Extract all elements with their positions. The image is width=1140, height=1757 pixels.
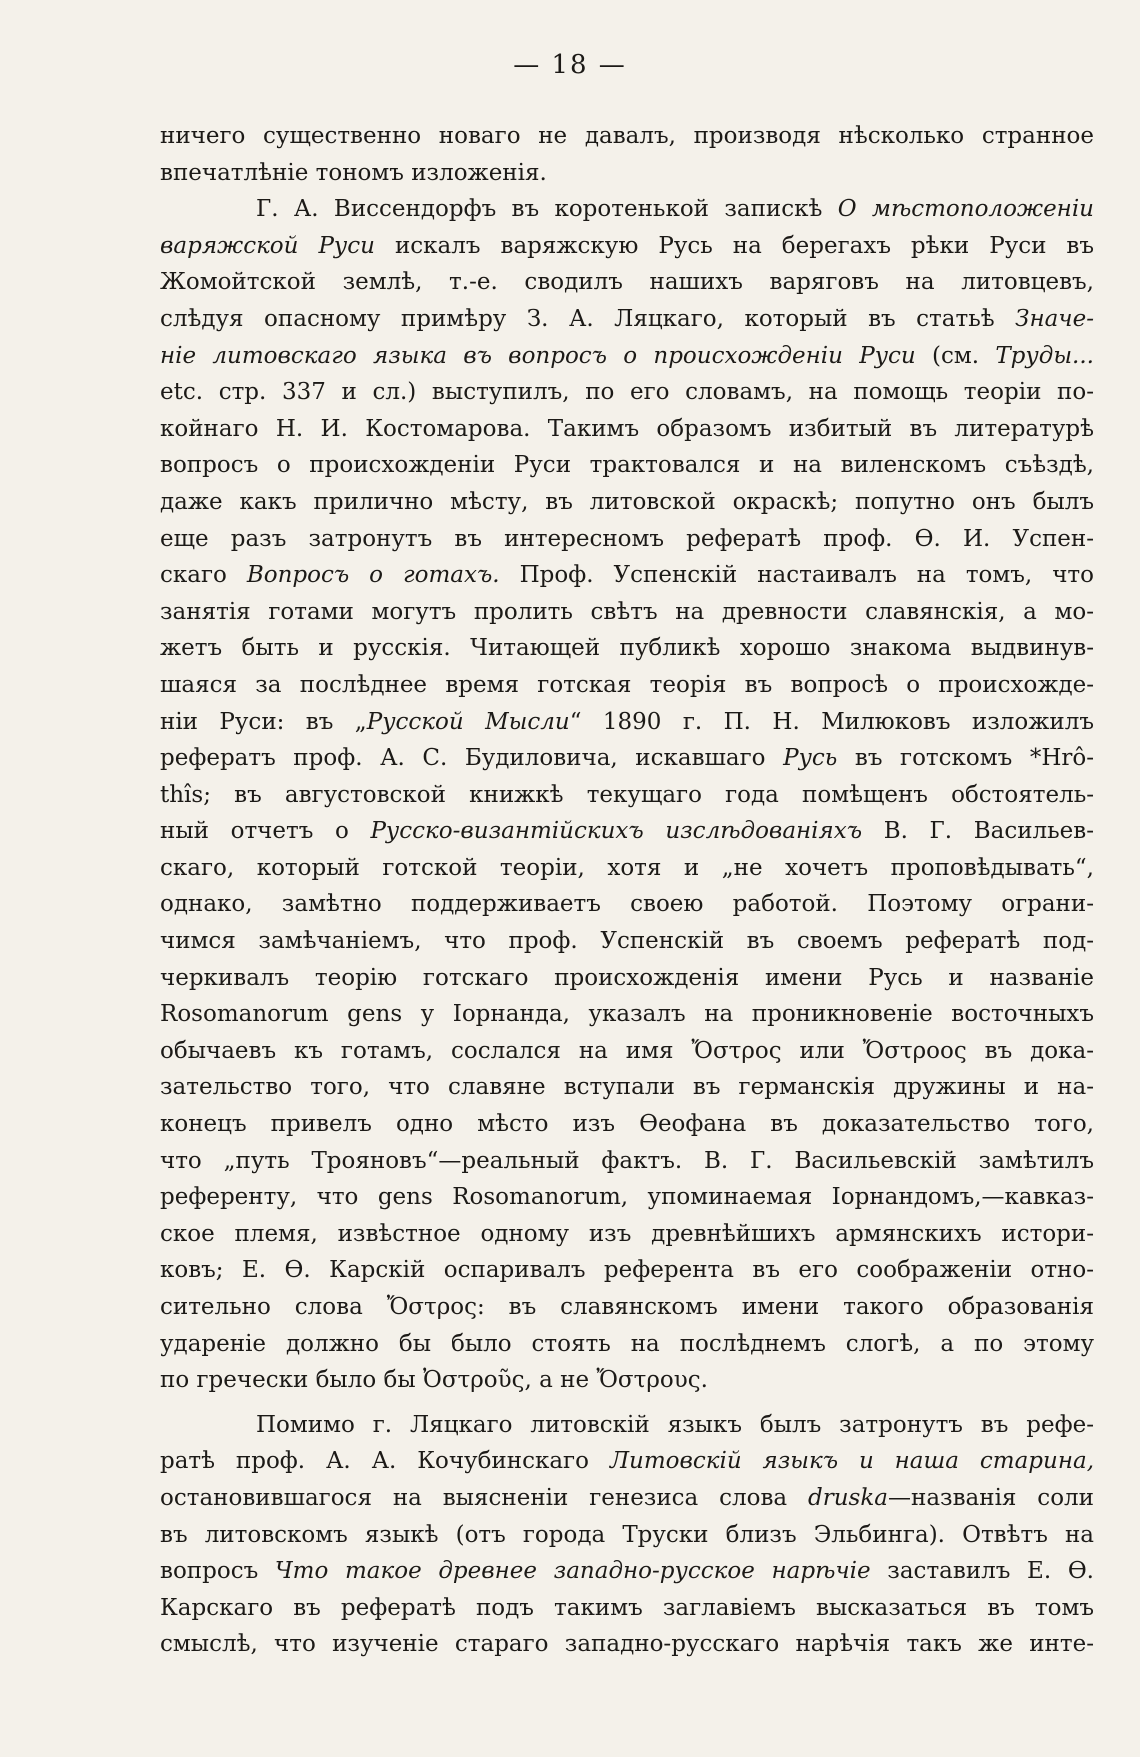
text-run: шаяся за послѣднее время готская теорія въ вопросѣ о происхожде- <box>160 671 1094 698</box>
text-line <box>160 630 1094 667</box>
text-line <box>160 1590 1094 1627</box>
text-run: ніи Руси: въ „ <box>160 708 367 735</box>
text-line <box>160 960 1094 997</box>
text-line <box>160 1143 1094 1180</box>
text-run: еще разъ затронутъ въ интересномъ рефератѣ проф. Ѳ. И. Успен- <box>160 525 1094 552</box>
text-run: вопросъ <box>160 1558 275 1585</box>
italic-title-text: Русско-византійскихъ изслѣдованіяхъ <box>370 818 863 845</box>
text-run: В. Г. Васильев- <box>862 818 1094 845</box>
text-line <box>160 923 1094 960</box>
text-line <box>160 557 1094 594</box>
text-line <box>160 338 1094 375</box>
italic-title-text: Вопросъ о готахъ. <box>246 562 500 589</box>
italic-title-text: варяжской Руси <box>160 232 375 259</box>
text-line <box>160 1289 1094 1326</box>
text-run: ратѣ проф. А. А. Кочубинскаго <box>160 1448 610 1475</box>
text-run: койнаго Н. И. Костомарова. Такимъ образомъ избитый въ литературѣ <box>160 415 1094 442</box>
text-line <box>160 155 1094 192</box>
text-run: Rosomanorum gens у Іорнанда, указалъ на проникновеніе восточныхъ <box>160 1001 1094 1028</box>
text-run: скаго <box>160 562 247 589</box>
text-run: чимся замѣчаніемъ, что проф. Успенскій въ своемъ рефератѣ под- <box>160 928 1094 955</box>
text-line <box>160 411 1094 448</box>
text-run: скаго, который готской теоріи, хотя и „не хочетъ проповѣдывать“, <box>160 854 1094 881</box>
text-line <box>160 374 1094 411</box>
italic-title-text: О мѣстоположеніи <box>837 196 1094 223</box>
text-run: остановившагося на выясненіи генезиса слова <box>160 1484 809 1511</box>
text-run: зательство того, что славяне вступали въ германскія дружины и на- <box>160 1074 1094 1101</box>
text-run: вопросъ о происхожденіи Руси трактовался и на виленскомъ съѣздѣ, <box>160 452 1094 479</box>
text-line <box>160 1517 1094 1554</box>
text-run: заставилъ Е. Ѳ. <box>870 1558 1094 1585</box>
text-run: въ литовскомъ языкѣ (отъ города Труски близъ Эльбинга). Отвѣтъ на <box>160 1521 1094 1548</box>
text-line <box>160 886 1094 923</box>
body-text <box>160 118 1094 1663</box>
text-run: референту, что gens Rosomanorum, упоминаемая Іорнандомъ,—кавказ- <box>160 1184 1094 1211</box>
text-line <box>160 1033 1094 1070</box>
text-line <box>160 1216 1094 1253</box>
text-line <box>160 1443 1094 1480</box>
text-run: жетъ быть и русскія. Читающей публикѣ хорошо знакома выдвинув- <box>160 635 1094 662</box>
text-line <box>160 1069 1094 1106</box>
text-line <box>160 228 1094 265</box>
text-line <box>160 1179 1094 1216</box>
italic-title-text: Что такое древнее западно-русское нарѣчіе <box>274 1558 871 1585</box>
text-line <box>160 704 1094 741</box>
text-line <box>160 301 1094 338</box>
italic-title-text: Значе- <box>1015 305 1094 332</box>
text-run: ковъ; Е. Ѳ. Карскій оспаривалъ референта въ его соображеніи отно- <box>160 1257 1094 1284</box>
text-run: Помимо г. Ляцкаго литовскій языкъ былъ затронутъ въ рефе- <box>256 1411 1094 1438</box>
text-run: etc. стр. 337 и сл.) выступилъ, по его словамъ, на помощь теоріи по- <box>160 379 1094 406</box>
text-run: “ 1890 г. П. Н. Милюковъ изложилъ <box>569 708 1094 735</box>
text-line <box>160 1326 1094 1363</box>
text-run: ный отчетъ о <box>160 818 371 845</box>
text-run: рефератъ проф. А. С. Будиловича, искавшаго <box>160 745 784 772</box>
text-run: (см. <box>915 342 996 369</box>
text-run: даже какъ прилично мѣсту, въ литовской окраскѣ; попутно онъ былъ <box>160 488 1094 515</box>
text-line <box>160 1553 1094 1590</box>
text-line <box>160 777 1094 814</box>
text-run: сительно слова Ὄστρος: въ славянскомъ имени такого образованія <box>160 1294 1094 1320</box>
text-run: занятія готами могутъ пролить свѣтъ на древности славянскія, а мо- <box>160 598 1094 625</box>
text-run: смыслѣ, что изученіе стараго западно-русскаго нарѣчія такъ же инте- <box>160 1631 1094 1658</box>
page-number: — 18 — <box>513 50 627 80</box>
text-line <box>160 996 1094 1033</box>
text-run: удареніе должно бы было стоять на послѣднемъ слогѣ, а по этому <box>160 1330 1094 1357</box>
text-run: обычаевъ къ готамъ, сослался на имя Ὄστρος или Ὄστροος въ дока- <box>160 1037 1094 1064</box>
text-run: Проф. Успенскій настаивалъ на томъ, что <box>499 562 1094 589</box>
italic-title-text: Труды... <box>995 342 1094 369</box>
text-run: ское племя, извѣстное одному изъ древнѣйшихъ армянскихъ истори- <box>160 1220 1094 1247</box>
text-run: что „путь Трояновъ“—реальный фактъ. В. Г. Васильевскій замѣтилъ <box>160 1147 1094 1174</box>
text-run: черкивалъ теорію готскаго происхожденія имени Русь и названіе <box>160 964 1094 991</box>
text-run: —названія соли <box>888 1484 1094 1511</box>
text-line <box>160 118 1094 155</box>
italic-title-text: Русской Мысли <box>366 708 570 735</box>
text-line <box>160 264 1094 301</box>
text-line <box>160 667 1094 704</box>
text-line <box>160 447 1094 484</box>
text-line <box>160 1252 1094 1289</box>
text-run: Г. А. Виссендорфъ въ коротенькой запискѣ <box>256 196 838 223</box>
text-run: ничего существенно новаго не давалъ, производя нѣсколько странное <box>160 123 1094 149</box>
text-line <box>160 740 1094 777</box>
text-run: thîs; въ августовской книжкѣ текущаго года помѣщенъ обстоятель- <box>160 781 1094 808</box>
text-line <box>160 1626 1094 1663</box>
text-line <box>160 594 1094 631</box>
text-line <box>160 1362 1094 1399</box>
text-run: однако, замѣтно поддерживаетъ своею работой. Поэтому ограни- <box>160 891 1094 918</box>
text-line <box>160 521 1094 558</box>
text-line <box>160 484 1094 521</box>
italic-title-text: druska <box>808 1484 888 1511</box>
italic-title-text: Литовскій языкъ и наша старина, <box>609 1448 1094 1475</box>
text-run: Карскаго въ рефератѣ подъ такимъ заглавіемъ высказаться въ томъ <box>160 1594 1094 1621</box>
text-line <box>160 191 1094 228</box>
text-run: слѣдуя опасному примѣру З. А. Ляцкаго, который въ статьѣ <box>160 305 1016 332</box>
text-line <box>160 1106 1094 1143</box>
text-run: конецъ привелъ одно мѣсто изъ Ѳеофана въ доказательство того, <box>160 1111 1094 1138</box>
text-run: искалъ варяжскую Русь на берегахъ рѣки Руси въ <box>374 232 1094 259</box>
text-line <box>160 813 1094 850</box>
text-line <box>160 1480 1094 1517</box>
italic-title-text: Русь <box>783 745 838 772</box>
text-run: по гречески было бы Ὀστροῦς, а не Ὄστρους. <box>160 1367 708 1394</box>
italic-title-text: ніе литовскаго языка въ вопросъ о происхожденіи Руси <box>160 342 916 369</box>
text-line <box>160 850 1094 887</box>
text-run: Жомойтской землѣ, т.-е. сводилъ нашихъ варяговъ на литовцевъ, <box>160 269 1094 296</box>
text-run: впечатлѣніе тономъ изложенія. <box>160 159 547 186</box>
text-run: въ готскомъ *Hrô- <box>837 745 1094 772</box>
text-line <box>160 1407 1094 1444</box>
